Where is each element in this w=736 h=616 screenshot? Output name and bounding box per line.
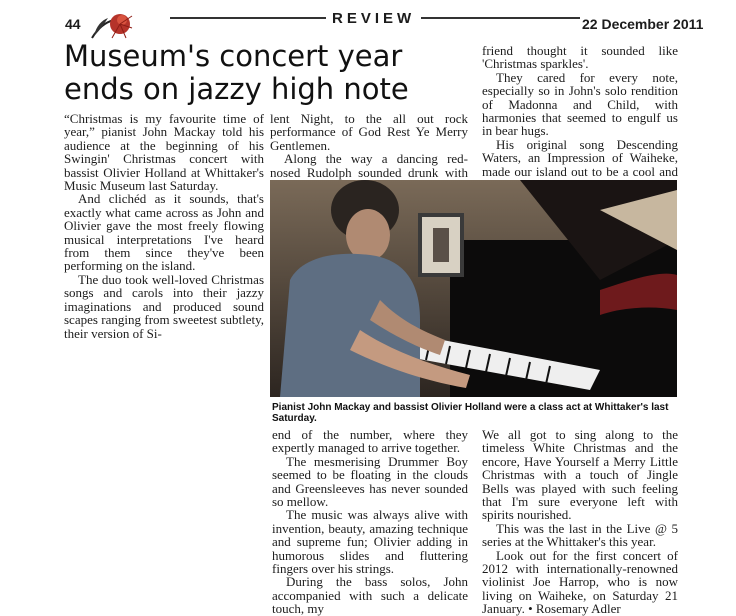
paragraph: end of the number, where they expertly managed to arrive together.: [272, 427, 468, 456]
column-4: [272, 428, 468, 616]
photo-caption: Pianist John Mackay and bassist Olivier Holland were a class act at Whittaker's last Saturday.: [272, 402, 669, 424]
paragraph: friend thought it sounded like 'Christmas sparkles'.: [482, 43, 678, 72]
concert-photo: [270, 180, 677, 397]
headline: Museum's concert year ends on jazzy high note: [64, 39, 409, 106]
paragraph: This was the last in the Live @ 5 series at the Whittaker's this year.: [482, 520, 678, 550]
paragraph: “Christmas is my favourite time of year,” pianist John Mackay told his audience at the beginning of his Swingin' Christmas concert with bassist Olivier Holland at Whittaker's Music Museum last Saturday.: [64, 111, 264, 194]
column-1: [64, 112, 264, 340]
paragraph: Along the way a dancing red-nosed Rudolph sounded drunk with: [270, 151, 468, 180]
column-5: [482, 428, 678, 616]
column-3: [482, 44, 678, 191]
page-number: 44: [65, 16, 81, 32]
paragraph: The mesmerising Drummer Boy seemed to be floating in the clouds and Greensleeves has never sounded so mellow.: [272, 453, 468, 510]
paragraph: The duo took well-loved Christmas songs and carols into their jazzy imaginations and produced sound scapes ranging from sweetest subtlety, their version of Si-: [64, 271, 264, 341]
paragraph: The music was always alive with invention, beauty, amazing technique and supreme fun; Olivier adding in humorous slides and fluttering fingers over his strings.: [272, 507, 468, 577]
issue-date: 22 December 2011: [582, 16, 704, 32]
paragraph: Look out for the first concert of 2012 with internationally-renowned violinist Joe Harrop, who is now living on Waiheke, on Saturday 21 January. • Rosemary Adler: [482, 547, 678, 616]
paragraph: lent Night, to the all out rock performance of God Rest Ye Merry Gentlemen.: [270, 111, 468, 153]
paragraph: During the bass solos, John accompanied with such a delicate touch, my: [272, 574, 468, 616]
paragraph: We all got to sing along to the timeless White Christmas and the encore, Have Yourself a Merry Little Christmas with a touch of Jingle Bells was played with such feeling that I'm sure everyone left with spirits nourished.: [482, 427, 678, 523]
paragraph: And clichéd as it sounds, that's exactly what came across as John and Olivier gave the most freely flowing musical interpretations I've heard from them since they've been performing on the island.: [64, 191, 264, 274]
paragraph: They cared for every note, especially so in John's solo rendition of Madonna and Child, with harmonies that seemed to engulf us in bear hugs.: [482, 69, 678, 139]
paragraph: His original song Descending Waters, an Impression of Waiheke, made our island out to be a cool and: [482, 136, 678, 179]
section-label: REVIEW: [326, 10, 421, 27]
